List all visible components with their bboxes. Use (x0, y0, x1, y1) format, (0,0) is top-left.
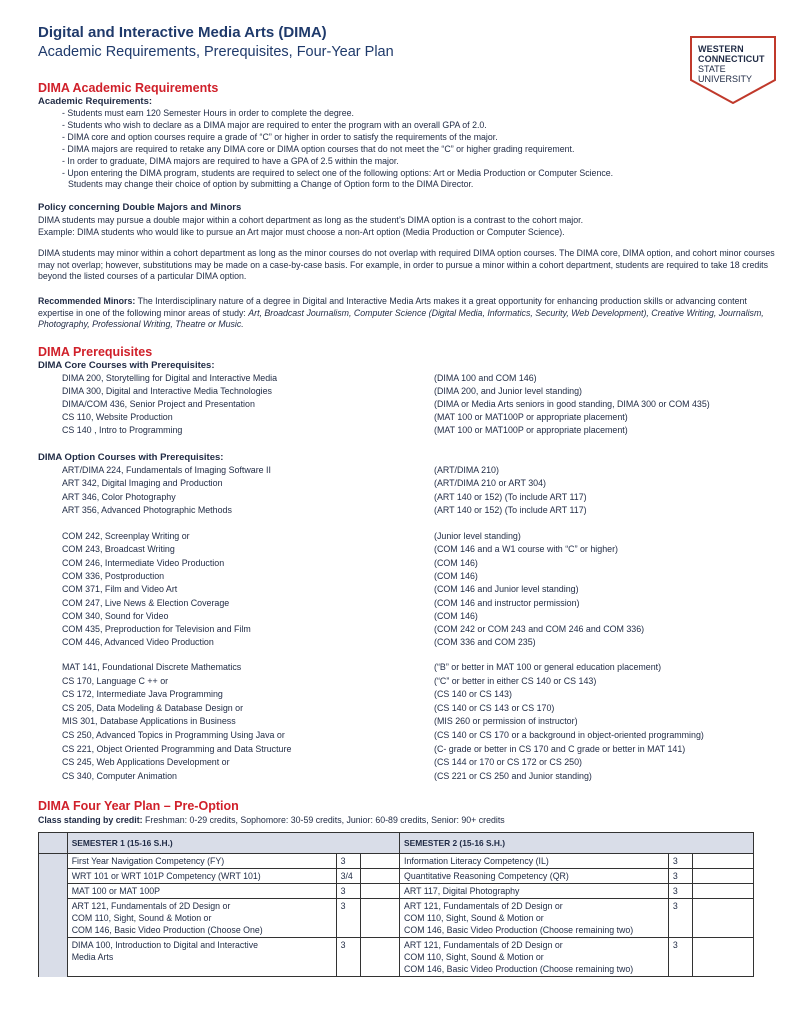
course-row (62, 611, 782, 624)
requirement-item: - In order to graduate, DIMA majors are required to have a GPA of 2.5 within the major. (62, 155, 399, 166)
class-standing-note (38, 814, 505, 826)
semester-2-credits: 3 (668, 899, 692, 938)
course-name: COM 246, Intermediate Video Production (62, 557, 225, 568)
course-name: CS 140 , Intro to Programming (62, 425, 183, 435)
table-row (39, 899, 754, 938)
course-prerequisite: (CS 140 or CS 143) (434, 689, 512, 700)
policy-paragraph-1-line-1: DIMA students may pursue a double major within a cohort department as long as the student’s DIMA option is a contrast to the cohort major. (38, 215, 584, 225)
course-prerequisite: (CS 140 or CS 170 or a background in object-oriented programming) (434, 730, 704, 740)
requirements-subheading: Academic Requirements: (38, 96, 153, 107)
course-row (62, 637, 782, 650)
course-name: COM 435, Preproduction for Television and Film (62, 624, 251, 635)
semester-1-course: First Year Navigation Competency (FY) (67, 854, 336, 869)
semester-1-credits: 3 (336, 884, 360, 899)
course-name: MAT 141, Foundational Discrete Mathematics (62, 662, 242, 672)
course-prerequisite: (CS 144 or 170 or CS 172 or CS 250) (434, 757, 582, 768)
requirement-item: - Students must earn 120 Semester Hours in order to complete the degree. (62, 108, 354, 118)
page-title: Digital and Interactive Media Arts (DIMA) (38, 24, 327, 41)
course-name: DIMA/COM 436, Senior Project and Presentation (62, 399, 255, 409)
course-prerequisite: (COM 146) (434, 570, 478, 581)
course-name: ART 346, Color Photography (62, 491, 176, 502)
table-row (39, 938, 754, 977)
semester-2-course: ART 121, Fundamentals of 2D Design or COM 110, Sight, Sound & Motion or COM 146, Basic Video Production (Choose remaining two) (400, 938, 669, 977)
course-prerequisite: (COM 146) (434, 557, 478, 568)
course-name: CS 250, Advanced Topics in Programming Using Java or (62, 730, 285, 740)
logo-line-1: WESTERN (698, 44, 744, 54)
course-name: COM 243, Broadcast Writing (62, 544, 175, 555)
table-gutter-cell (39, 938, 68, 977)
course-row (62, 492, 782, 505)
course-name: COM 340, Sound for Video (62, 610, 169, 621)
four-year-plan-table (38, 832, 754, 977)
table-row (39, 869, 754, 884)
semester-1-header: SEMESTER 1 (15-16 S.H.) (67, 833, 399, 854)
policy-heading: Policy concerning Double Majors and Minors (38, 202, 242, 213)
option-courses-heading: DIMA Option Courses with Prerequisites: (38, 452, 224, 463)
course-prerequisite: (DIMA or Media Arts seniors in good standing, DIMA 300 or COM 435) (434, 399, 710, 409)
course-prerequisite: (“B” or better in MAT 100 or general education placement) (434, 662, 662, 672)
course-prerequisite: (CS 140 or CS 143 or CS 170) (434, 702, 555, 713)
semester-2-credits: 3 (668, 884, 692, 899)
semester-2-course: Information Literacy Competency (IL) (400, 854, 669, 869)
table-row (39, 854, 754, 869)
course-row (62, 386, 782, 399)
course-name: CS 110, Website Production (62, 412, 173, 422)
semester-1-course: ART 121, Fundamentals of 2D Design or COM 110, Sight, Sound & Motion or COM 146, Basic Video Production (Choose One) (67, 899, 336, 938)
table-gutter-cell (39, 899, 68, 938)
course-name: CS 172, Intermediate Java Programming (62, 689, 223, 700)
logo-line-4: UNIVERSITY (698, 74, 753, 84)
course-row (62, 465, 782, 478)
logo-line-3: STATE (698, 64, 726, 74)
plan-table-body (39, 854, 754, 977)
course-row (62, 703, 782, 716)
course-row (62, 689, 782, 702)
course-prerequisite: (ART 140 or 152) (To include ART 117) (434, 504, 587, 515)
course-name: COM 242, Screenplay Writing or (62, 531, 190, 541)
policy-paragraph-2: DIMA students may minor within a cohort department as long as the minor courses do not overlap with required DIMA option courses. The DIMA core, DIMA option, and cohort minor courses may not overlap; however, substitutions may be made on a case-by-case basis. For example, in order to pursue a minor within a cohort department, students are required to take 18 credits beyond the listed courses of a particular DIMA option. (38, 248, 775, 281)
course-prerequisite: (MAT 100 or MAT100P or appropriate placement) (434, 412, 628, 422)
course-prerequisite: (COM 146 and a W1 course with “C” or higher) (434, 544, 618, 555)
course-row (62, 373, 782, 386)
course-row (62, 676, 782, 689)
course-row (62, 412, 782, 425)
semester-1-extra (360, 854, 400, 869)
semester-1-credits: 3 (336, 938, 360, 977)
requirement-item: - DIMA core and option courses require a grade of “C” or higher in order to satisfy the requirements of the major. (62, 131, 498, 142)
semester-1-course: WRT 101 or WRT 101P Competency (WRT 101) (67, 869, 336, 884)
page-subtitle: Academic Requirements, Prerequisites, Four-Year Plan (38, 44, 394, 60)
course-prerequisite: (MAT 100 or MAT100P or appropriate placement) (434, 425, 628, 435)
course-row (62, 584, 782, 597)
course-row (62, 531, 782, 544)
course-name: DIMA 200, Storytelling for Digital and Interactive Media (62, 373, 278, 383)
table-row (39, 884, 754, 899)
core-courses-heading: DIMA Core Courses with Prerequisites: (38, 360, 215, 371)
requirement-item: - DIMA majors are required to retake any DIMA core or DIMA option courses that do not meet the “C” or higher grading requirement. (62, 143, 575, 154)
table-gutter-cell (39, 854, 68, 869)
course-name: DIMA 300, Digital and Interactive Media Technologies (62, 386, 272, 396)
course-name: CS 245, Web Applications Development or (62, 757, 230, 768)
class-standing-label: Class standing by credit: (38, 815, 143, 825)
semester-2-extra (692, 938, 753, 977)
course-name: ART 342, Digital Imaging and Production (62, 478, 223, 489)
semester-2-course: ART 117, Digital Photography (400, 884, 669, 899)
course-prerequisite: (CS 221 or CS 250 and Junior standing) (434, 770, 592, 781)
course-row (62, 624, 782, 637)
semester-1-extra (360, 884, 400, 899)
semester-1-course: DIMA 100, Introduction to Digital and Interactive Media Arts (67, 938, 336, 977)
course-name: ART 356, Advanced Photographic Methods (62, 504, 232, 515)
course-row (62, 425, 782, 438)
table-header-row (39, 833, 754, 854)
course-row (62, 544, 782, 557)
logo-line-2: CONNECTICUT (698, 54, 765, 64)
requirements-list (62, 108, 613, 191)
semester-2-credits: 3 (668, 869, 692, 884)
requirement-item: - Students who wish to declare as a DIMA major are required to enter the program with an overall GPA of 2.0. (62, 119, 487, 130)
course-name: COM 371, Film and Video Art (62, 584, 178, 595)
course-name: MIS 301, Database Applications in Business (62, 716, 236, 727)
table-gutter-cell (39, 869, 68, 884)
course-prerequisite: (COM 336 and COM 235) (434, 637, 536, 648)
course-row (62, 730, 782, 743)
requirement-item: - Upon entering the DIMA program, students are required to select one of the following options: Art or Media Production or Computer Science. (62, 167, 614, 178)
course-row (62, 662, 782, 675)
table-gutter-cell (39, 884, 68, 899)
requirement-item: Students may change their choice of option by submitting a Change of Option form to the DIMA Director. (68, 179, 474, 190)
course-prerequisite: (“C” or better in either CS 140 or CS 143) (434, 675, 597, 686)
semester-2-extra (692, 899, 753, 938)
course-name: CS 205, Data Modeling & Database Design or (62, 702, 244, 713)
semester-2-extra (692, 869, 753, 884)
course-row (62, 478, 782, 491)
semester-2-credits: 3 (668, 938, 692, 977)
semester-1-credits: 3 (336, 854, 360, 869)
semester-2-extra (692, 884, 753, 899)
recommended-minors-paragraph (38, 296, 778, 331)
course-name: ART/DIMA 224, Fundamentals of Imaging Software II (62, 465, 271, 475)
recommended-minors-text: The Interdisciplinary nature of a degree in Digital and Interactive Media Arts makes it a great opportunity for enhancing production skills or advancing content expertise in one of the following minor areas of study: (38, 296, 747, 318)
class-standing-text: Freshman: 0-29 credits, Sophomore: 30-59 credits, Junior: 60-89 credits, Senior: 90+ credits (142, 815, 505, 825)
requirements-heading: DIMA Academic Requirements (38, 81, 219, 95)
course-name: COM 247, Live News & Election Coverage (62, 597, 230, 608)
course-prerequisite: (ART 140 or 152) (To include ART 117) (434, 491, 587, 502)
semester-2-header: SEMESTER 2 (15-16 S.H.) (400, 833, 754, 854)
course-prerequisite: (Junior level standing) (434, 531, 521, 541)
course-prerequisite: (DIMA 100 and COM 146) (434, 373, 537, 383)
course-row (62, 558, 782, 571)
four-year-plan-heading: DIMA Four Year Plan – Pre-Option (38, 799, 239, 813)
recommended-minors-list: Art, Broadcast Journalism, Computer Science (Digital Media, Informatics, Security, Web Development), Creative Writing, Journalism, Photography, Professional Writing, Theatre or Music. (38, 307, 764, 329)
course-prerequisite: (MIS 260 or permission of instructor) (434, 716, 578, 727)
course-row (62, 744, 782, 757)
semester-1-extra (360, 869, 400, 884)
course-prerequisite: (COM 146) (434, 610, 478, 621)
semester-2-credits: 3 (668, 854, 692, 869)
course-name: CS 340, Computer Animation (62, 770, 177, 781)
recommended-minors-label: Recommended Minors: (38, 296, 136, 306)
course-row (62, 757, 782, 770)
table-gutter-cell (39, 833, 68, 854)
course-row (62, 571, 782, 584)
university-logo (690, 36, 776, 104)
semester-1-extra (360, 899, 400, 938)
semester-2-extra (692, 854, 753, 869)
course-row (62, 399, 782, 412)
course-prerequisite: (ART/DIMA 210) (434, 465, 499, 475)
course-prerequisite: (C- grade or better in CS 170 and C grade or better in MAT 141) (434, 743, 686, 754)
semester-2-course: Quantitative Reasoning Competency (QR) (400, 869, 669, 884)
prerequisites-heading: DIMA Prerequisites (38, 345, 153, 359)
course-prerequisite: (DIMA 200, and Junior level standing) (434, 386, 582, 396)
course-name: COM 336, Postproduction (62, 570, 165, 581)
semester-1-credits: 3/4 (336, 869, 360, 884)
course-row (62, 505, 782, 518)
course-prerequisite: (COM 146 and Junior level standing) (434, 584, 579, 595)
policy-paragraph-1-line-2: Example: DIMA students who would like to pursue an Art major must choose a non-Art option (Media Production or Computer Science). (38, 227, 565, 237)
course-name: COM 446, Advanced Video Production (62, 637, 214, 648)
course-row (62, 716, 782, 729)
course-row (62, 771, 782, 784)
course-prerequisite: (COM 146 and instructor permission) (434, 597, 580, 608)
course-name: CS 221, Object Oriented Programming and Data Structure (62, 743, 292, 754)
semester-1-course: MAT 100 or MAT 100P (67, 884, 336, 899)
semester-2-course: ART 121, Fundamentals of 2D Design or COM 110, Sight, Sound & Motion or COM 146, Basic Video Production (Choose remaining two) (400, 899, 669, 938)
course-prerequisite: (ART/DIMA 210 or ART 304) (434, 478, 546, 489)
course-prerequisite: (COM 242 or COM 243 and COM 246 and COM 336) (434, 624, 645, 635)
course-name: CS 170, Language C ++ or (62, 675, 169, 686)
semester-1-extra (360, 938, 400, 977)
semester-1-credits: 3 (336, 899, 360, 938)
course-row (62, 598, 782, 611)
